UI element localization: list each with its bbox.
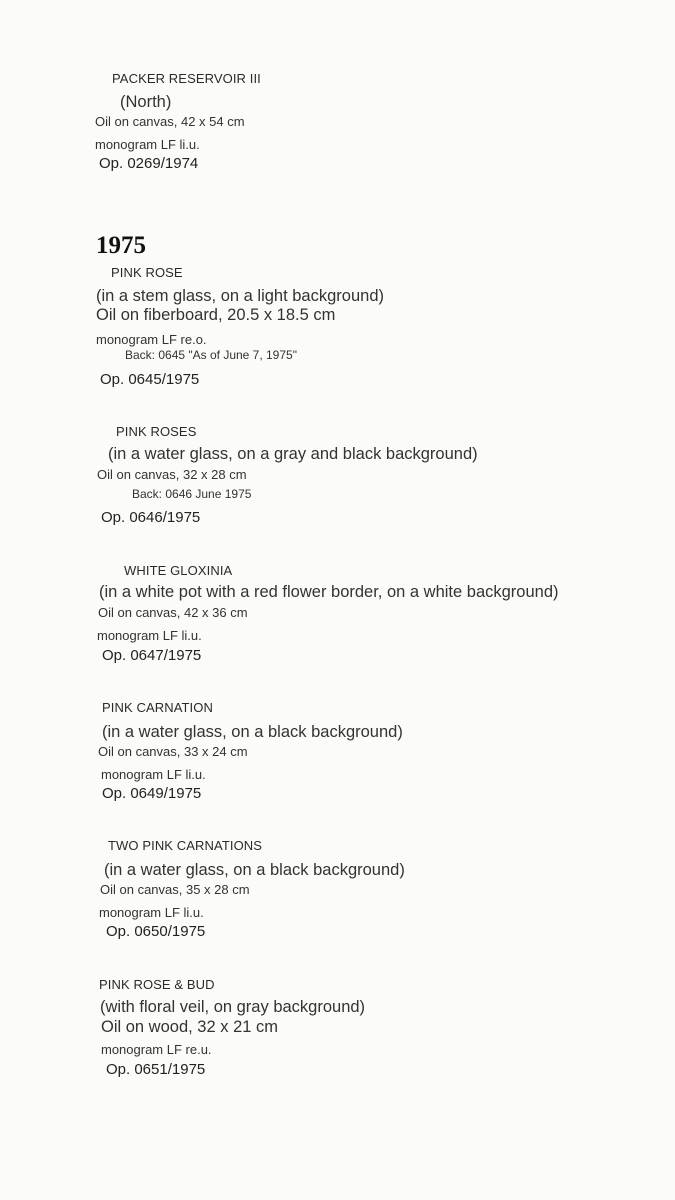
entry-signature: monogram LF li.u. bbox=[95, 137, 200, 152]
entry-medium: Oil on canvas, 42 x 36 cm bbox=[98, 605, 248, 620]
entry-subtitle: (with floral veil, on gray background) bbox=[100, 998, 366, 1016]
entry-opus: Op. 0649/1975 bbox=[102, 785, 202, 802]
entry-opus: Op. 0650/1975 bbox=[106, 923, 206, 940]
entry-subtitle: (in a water glass, on a gray and black background) bbox=[108, 445, 478, 463]
entry-title: PINK CARNATION bbox=[102, 700, 213, 715]
entry-medium: Oil on wood, 32 x 21 cm bbox=[101, 1018, 279, 1036]
entry-signature: monogram LF re.u. bbox=[101, 1042, 212, 1057]
entry-back-inscription: Back: 0645 "As of June 7, 1975" bbox=[125, 348, 297, 362]
entry-subtitle: (in a water glass, on a black background) bbox=[104, 861, 405, 879]
entry-title: WHITE GLOXINIA bbox=[124, 563, 233, 578]
entry-signature: monogram LF li.u. bbox=[99, 905, 204, 920]
entry-signature: monogram LF re.o. bbox=[96, 332, 207, 347]
entry-medium: Oil on canvas, 42 x 54 cm bbox=[95, 114, 245, 129]
entry-subtitle: (North) bbox=[120, 93, 172, 111]
entry-back-inscription: Back: 0646 June 1975 bbox=[132, 487, 252, 501]
entry-opus: Op. 0269/1974 bbox=[99, 155, 199, 172]
entry-title: TWO PINK CARNATIONS bbox=[108, 838, 263, 853]
year-heading: 1975 bbox=[96, 232, 146, 259]
entry-medium: Oil on canvas, 32 x 28 cm bbox=[97, 467, 247, 482]
entry-signature: monogram LF li.u. bbox=[101, 767, 206, 782]
entry-medium: Oil on fiberboard, 20.5 x 18.5 cm bbox=[96, 306, 336, 324]
entry-title: PINK ROSE bbox=[111, 265, 183, 280]
entry-subtitle: (in a stem glass, on a light background) bbox=[96, 287, 384, 305]
entry-subtitle: (in a white pot with a red flower border, on a white background) bbox=[99, 583, 559, 601]
entry-subtitle: (in a water glass, on a black background) bbox=[102, 723, 403, 741]
entry-title: PACKER RESERVOIR III bbox=[112, 71, 261, 86]
entry-opus: Op. 0646/1975 bbox=[101, 509, 201, 526]
entry-opus: Op. 0651/1975 bbox=[106, 1061, 206, 1078]
entry-medium: Oil on canvas, 35 x 28 cm bbox=[100, 882, 250, 897]
entry-opus: Op. 0645/1975 bbox=[100, 371, 200, 388]
entry-medium: Oil on canvas, 33 x 24 cm bbox=[98, 744, 248, 759]
entry-title: PINK ROSE & BUD bbox=[99, 977, 215, 992]
entry-signature: monogram LF li.u. bbox=[97, 628, 202, 643]
entry-opus: Op. 0647/1975 bbox=[102, 647, 202, 664]
entry-title: PINK ROSES bbox=[116, 424, 197, 439]
